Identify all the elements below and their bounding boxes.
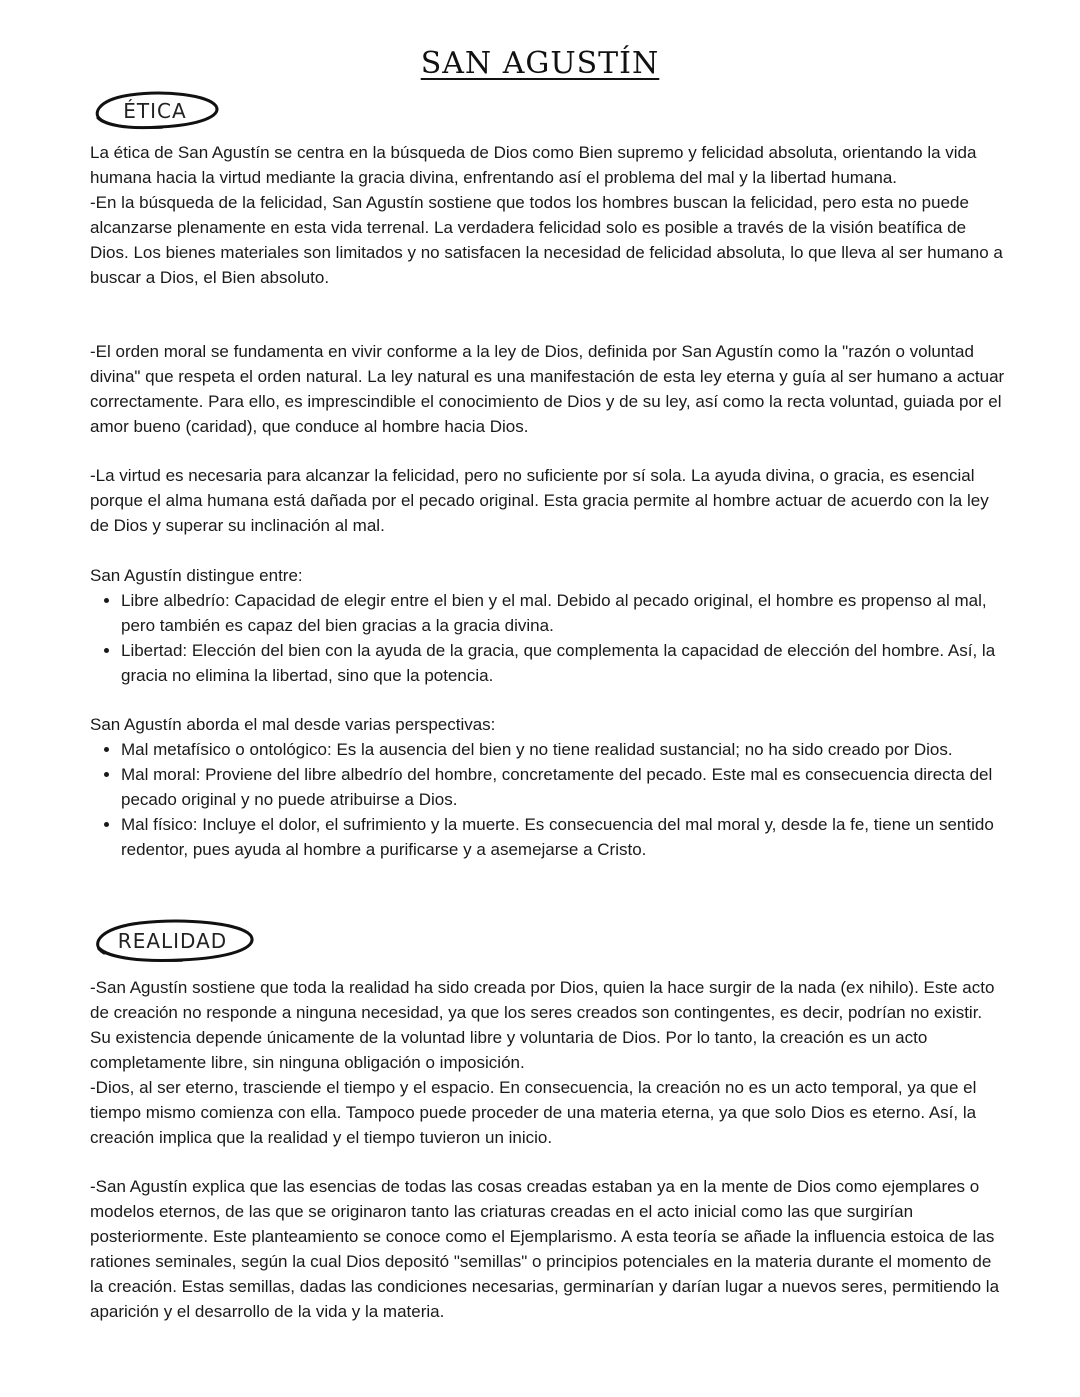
realidad-tiempo-paragraph: -Dios, al ser eterno, trasciende el tiempo y el espacio. En consecuencia, la creación no es un acto temporal, ya que el tiempo mismo comienza con ella. Tampoco puede proceder de una materia eterna, ya que solo Dios es eterno. Así, la creación implica que la realidad y el tiempo tuvieron un inicio. [90,1078,977,1147]
etica-mal-block [90,712,1005,862]
realidad-creacion-block [90,975,1005,1150]
realidad-ejemplarismo-paragraph: -San Agustín explica que las esencias de todas las cosas creadas estaban ya en la mente de Dios como ejemplares o modelos eternos, de las que se originaron tanto las criaturas creadas en el acto inicial como las que surgirían posteriormente. Este planteamiento se conoce como el Ejemplarismo. A esta teoría se añade la influencia estoica de las rationes seminales, según la cual Dios depositó "semillas" o principios potenciales en la materia durante el momento de la creación. Estas semillas, dadas las condiciones necesarias, germinarían y darían lugar a nuevos seres, permitiendo la aparición y el desarrollo de la vida y la materia. [90,1177,1000,1321]
etica-intro-paragraph: La ética de San Agustín se centra en la búsqueda de Dios como Bien supremo y felicidad absoluta, orientando la vida humana hacia la virtud mediante la gracia divina, enfrentando así el problema del mal y la libertad humana. [90,143,977,187]
section-badge-etica [90,91,220,131]
section-badge-realidad [90,918,255,964]
realidad-creacion-paragraph: -San Agustín sostiene que toda la realidad ha sido creada por Dios, quien la hace surgir de la nada (ex nihilo). Este acto de creación no responde a ninguna necesidad, ya que los seres creados son contingentes, es decir, podrían no existir. Su existencia depende únicamente de la voluntad libre y voluntaria de Dios. Por lo tanto, la creación es un acto completamente libre, sin ninguna obligación o imposición. [90,978,995,1072]
list-item: • Mal moral: Proviene del libre albedrío del hombre, concretamente del pecado. Este mal es consecuencia directa del pecado original y no puede atribuirse a Dios. [121,762,1005,812]
etica-intro-block [90,140,1005,290]
list-item: • Libertad: Elección del bien con la ayuda de la gracia, que complementa la capacidad de elección del hombre. Así, la gracia no elimina la libertad, sino que la potencia. [121,638,1005,688]
etica-felicidad-paragraph: -En la búsqueda de la felicidad, San Agustín sostiene que todos los hombres buscan la felicidad, pero esta no puede alcanzarse plenamente en esta vida terrenal. La verdadera felicidad solo es posible a través de la visión beatífica de Dios. Los bienes materiales son limitados y no satisfacen la necesidad de felicidad absoluta, lo que lleva al ser humano a buscar a Dios, el Bien absoluto. [90,193,1003,287]
etica-orden-moral-paragraph: -El orden moral se fundamenta en vivir conforme a la ley de Dios, definida por San Agustín como la "razón o voluntad divina" que respeta el orden natural. La ley natural es una manifestación de esta ley eterna y guía al ser humano a actuar correctamente. Para ello, es imprescindible el conocimiento de Dios y de su ley, así como la recta voluntad, guiada por el amor bueno (caridad), que conduce al hombre hacia Dios. [90,342,1005,436]
page-title-text: SAN AGUSTÍN [420,46,660,81]
list-item: • Mal físico: Incluye el dolor, el sufrimiento y la muerte. Es consecuencia del mal moral y, desde la fe, tiene un sentido redentor, pues ayuda al hombre a purificarse y a asemejarse a Cristo. [121,812,1005,862]
etica-mal-list [90,737,1005,862]
list-item: • Mal metafísico o ontológico: Es la ausencia del bien y no tiene realidad sustancial; no ha sido creado por Dios. [121,737,1005,762]
list-item: • Libre albedrío: Capacidad de elegir entre el bien y el mal. Debido al pecado original, el hombre es propenso al mal, pero también es capaz del bien gracias a la gracia divina. [121,588,1005,638]
section-badge-label: ÉTICA [123,99,187,123]
etica-distingue-intro: San Agustín distingue entre: [90,566,303,585]
etica-virtud-paragraph: -La virtud es necesaria para alcanzar la felicidad, pero no suficiente por sí sola. La ayuda divina, o gracia, es esencial porque el alma humana está dañada por el pecado original. Esta gracia permite al hombre actuar de acuerdo con la ley de Dios y superar su inclinación al mal. [90,466,989,535]
etica-distingue-block [90,563,1005,688]
etica-orden-moral-block [90,339,1005,439]
etica-virtud-block [90,463,1005,538]
page-title [0,44,1080,81]
realidad-ejemplarismo-block [90,1174,1005,1324]
etica-mal-intro: San Agustín aborda el mal desde varias perspectivas: [90,715,496,734]
section-badge-label: REALIDAD [117,929,228,953]
etica-distingue-list [90,588,1005,688]
